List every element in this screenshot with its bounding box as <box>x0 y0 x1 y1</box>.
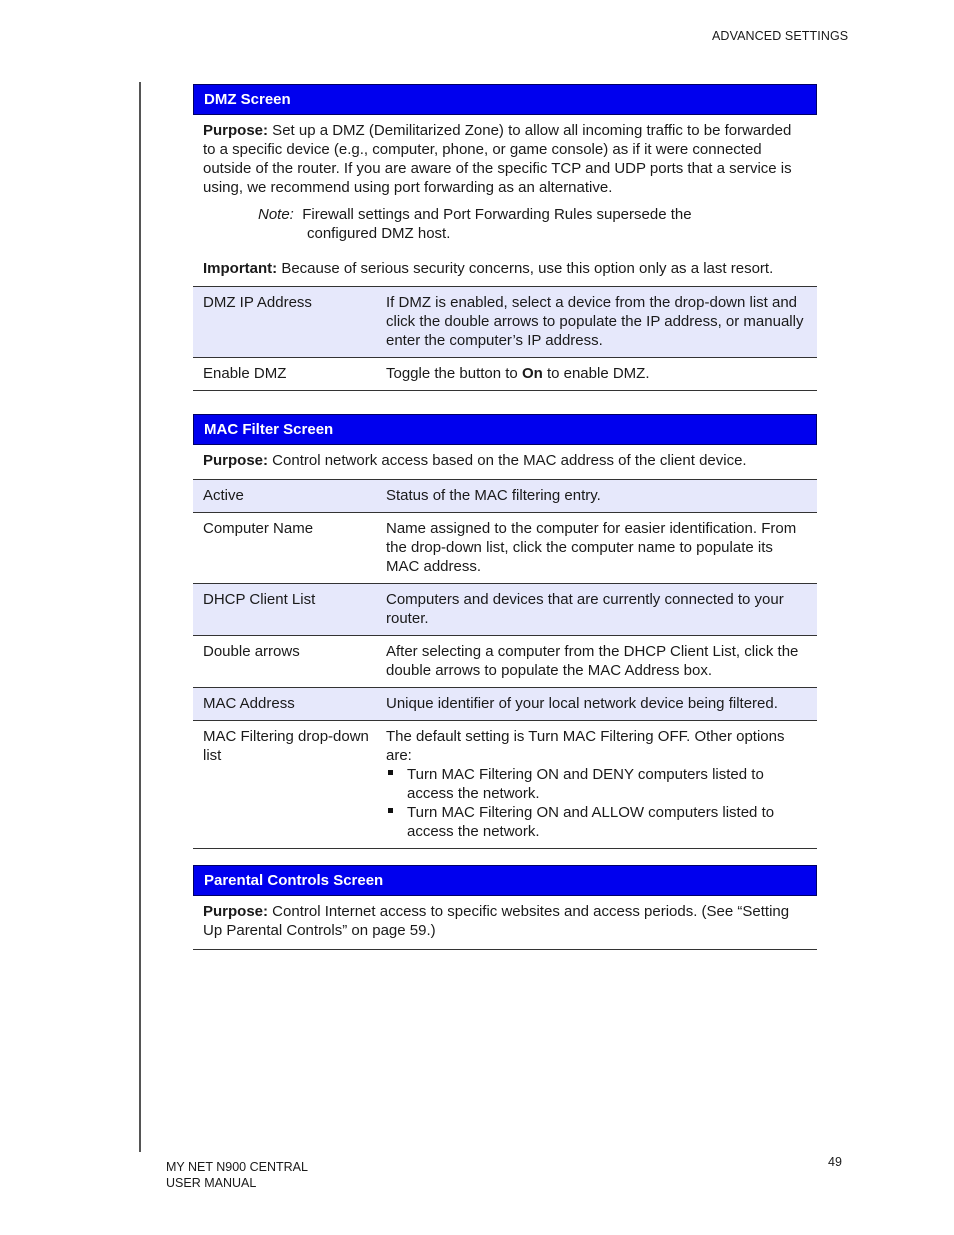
row-term: Enable DMZ <box>203 365 287 382</box>
parental-section <box>193 865 817 950</box>
table-row <box>193 687 817 720</box>
row-desc: If DMZ is enabled, select a device from the drop-down list and click the double arrows to populate the IP address, or manually enter the computer’s IP address. <box>386 294 804 349</box>
footer-line1: MY NET N900 CENTRAL <box>166 1160 308 1174</box>
row-desc <box>386 364 817 383</box>
dmz-purpose <box>193 115 817 286</box>
desc-post: to enable DMZ. <box>542 365 650 382</box>
table-row <box>193 357 817 391</box>
mac-section-title: MAC Filter Screen <box>193 414 817 445</box>
dmz-section <box>193 84 817 391</box>
row-term: MAC Address <box>203 695 295 712</box>
table-row <box>193 512 817 583</box>
dmz-section-title: DMZ Screen <box>193 84 817 115</box>
table-row <box>193 479 817 512</box>
desc-pre: Toggle the button to <box>386 365 522 382</box>
page-number: 49 <box>828 1155 842 1169</box>
parental-purpose <box>193 896 817 950</box>
purpose-text: Set up a DMZ (Demilitarized Zone) to allow all incoming traffic to be forwarded to a specific device (e.g., computer, phone, or game console) as if it were connected outside of the router. If you are aware of the specific TCP and UDP ports that a service is using, we recommend using port forwarding as an alternative. <box>203 122 792 196</box>
row-desc: Status of the MAC filtering entry. <box>386 487 601 504</box>
row-term: Computer Name <box>203 520 314 537</box>
dmz-note <box>258 205 807 243</box>
mac-purpose <box>193 445 817 479</box>
row-term: MAC Filtering drop-down list <box>203 728 369 764</box>
parental-section-title: Parental Controls Screen <box>193 865 817 896</box>
mac-table <box>193 479 817 849</box>
list-item: Turn MAC Filtering ON and ALLOW computers listed to access the network. <box>386 803 805 841</box>
options-list <box>386 765 805 841</box>
row-term: Active <box>203 487 244 504</box>
row-desc: After selecting a computer from the DHCP Client List, click the double arrows to populate the MAC Address box. <box>386 643 799 679</box>
desc-intro: The default setting is Turn MAC Filtering OFF. Other options are: <box>386 728 785 764</box>
important-label: Important: <box>203 260 278 277</box>
list-item: Turn MAC Filtering ON and DENY computers listed to access the network. <box>386 765 805 803</box>
desc-bold: On <box>521 365 543 382</box>
purpose-text: Control network access based on the MAC address of the client device. <box>268 452 747 469</box>
note-line2: configured DMZ host. <box>307 225 451 242</box>
purpose-label: Purpose: <box>203 452 269 469</box>
row-desc: Computers and devices that are currently connected to your router. <box>386 591 784 627</box>
important-text: Because of serious security concerns, use this option only as a last resort. <box>277 260 774 277</box>
running-header: ADVANCED SETTINGS <box>712 29 849 43</box>
purpose-label: Purpose: <box>203 903 269 920</box>
note-label: Note: <box>258 206 294 223</box>
footer-title <box>166 1160 308 1191</box>
dmz-table <box>193 286 817 391</box>
row-desc: Name assigned to the computer for easier identification. From the drop-down list, click the computer name to populate its MAC address. <box>386 520 797 575</box>
table-row <box>193 583 817 635</box>
purpose-label: Purpose: <box>203 122 269 139</box>
note-line1: Firewall settings and Port Forwarding Rules supersede the <box>302 206 692 223</box>
table-row <box>193 720 817 849</box>
row-term: DMZ IP Address <box>203 294 312 311</box>
mac-section <box>193 414 817 849</box>
margin-rule <box>139 82 141 1152</box>
table-row <box>193 635 817 687</box>
purpose-text: Control Internet access to specific websites and access periods. (See “Setting Up Parental Controls” on page 59.) <box>203 903 790 939</box>
footer-line2: USER MANUAL <box>166 1175 257 1190</box>
row-desc <box>386 727 817 841</box>
row-desc: Unique identifier of your local network device being filtered. <box>386 695 778 712</box>
dmz-important <box>203 259 807 286</box>
row-term: Double arrows <box>203 643 300 660</box>
table-row <box>193 286 817 357</box>
row-term: DHCP Client List <box>203 591 316 608</box>
